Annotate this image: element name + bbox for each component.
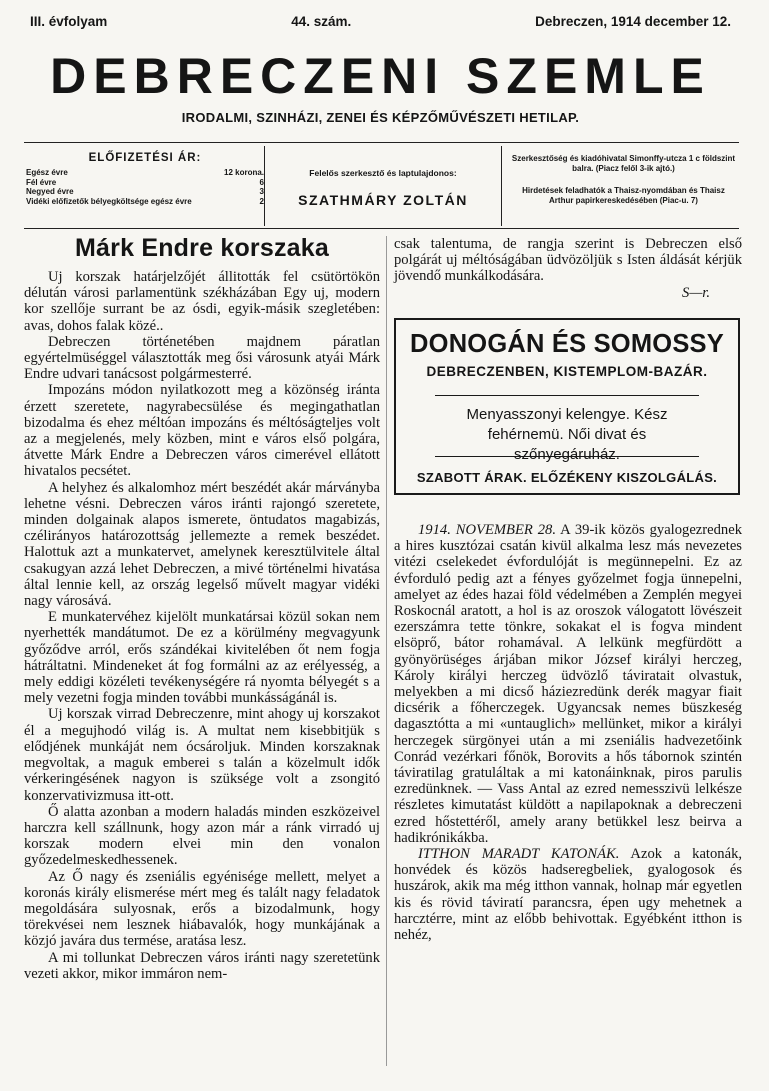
- editor-block: [265, 146, 501, 226]
- column-rule: [386, 236, 387, 1066]
- news-lead: ITTHON MARADT KATONÁK.: [418, 846, 620, 863]
- article-headline: Márk Endre korszaka: [75, 234, 329, 262]
- subscription-title: ELŐFIZETÉSI ÁR:: [88, 152, 202, 164]
- masthead-title: DEBRECZENI SZEMLE: [50, 48, 711, 104]
- article-paragraph: A mi tollunkat Debreczen város iránti nagy szeretetünk vezeti akkor, mikor immáron nem-: [24, 949, 380, 982]
- office-address: Szerkesztőség és kiadóhivatal Simonffy-utcza 1 c földszint balra. (Piacz felől 3-ik ajtó.): [511, 154, 736, 173]
- article-paragraph: Uj korszak határjelzőjét állitották fel csütörtökön délután városi parlamentünk székházában Egy uj, modern kor szellője surrant be az ósdi, egyik-másik szegletében: avas, dohos falak közé..: [24, 269, 380, 334]
- news-text: Azok a katonák, honvédek és közös hadseregbeliek, gyalogosok és huszárok, akik ma még itthon vannak, holnap már egyetlen kis és rövid táviratí parancsra, épen ugy mehetnek a harcztérre, mint az előbb behivottak. Egyébként itthon is nehéz,: [394, 846, 743, 944]
- article-paragraph: Ő alatta azonban a modern haladás minden eszközeivel harczra kell szállnunk, hogy azon már a ránk virradó uj korszak modern elvei min den vonalon győzedelmeskedhessenek.: [24, 803, 380, 869]
- article-paragraph: Impozáns módon nyilatkozott meg a közönség iránta érzett szeretete, nagyrabecsülése és megingathatlan bizodalma és ehez méltóan impozáns és méltóságteljes volt az a megjelenés, mely közben, mint e város első polgára, átvette Márk Endre a Debreczen város cimerével ellátott hivatalos pecsétet.: [24, 382, 380, 480]
- article-column: [24, 232, 380, 982]
- dateline: Debreczen, 1914 december 12.: [535, 14, 731, 29]
- article-signature: S—r.: [682, 284, 710, 301]
- article-paragraph: Uj korszak virrad Debreczenre, mint ahogy uj korszakot él a megujhodó világ is. A multat nem kisebbitjük s elődjének munkáját nem ócsároljuk. Minden korszaknak megvoltak, a maguk emberei s talán a közelmult idők vérkeringésének nagyon is szüksége volt a zsongitó konzervativizmusa itt-ott.: [24, 706, 380, 804]
- article-continuation: [394, 236, 742, 301]
- editor-label: Felelős szerkesztő és laptulajdonos:: [309, 168, 457, 178]
- subscription-row: Fél évre 6: [26, 177, 264, 187]
- article-paragraph: E munkatervéhez kijelölt munkatársai közül sokan nem nyerhették mandátumot. De ez a körülmény megvagyunk győződve arról, erős szándékai kivitelében őt nem fogja hátráltatni. Mindeneket át fog formálni az az erélyesség, a mely eddigi közéleti tevékenységére rá nyomta bélyegét s a mely vezetni fogja minden további munkásságánál is.: [24, 609, 380, 707]
- article-paragraph: Az Ő nagy és zseniális egyénisége mellett, melyet a koronás király elismerése mért meg és talált nagy feladatok megoldására sulyosnak, erős a bizodalmunk, hogy törekvései nem lesznek hiábavalók, hogy munkájának a közjó javára dus termése, aratása lesz.: [24, 868, 380, 950]
- volume-label: III. évfolyam: [30, 14, 108, 29]
- office-block: [502, 146, 739, 226]
- article-paragraph: A helyhez és alkalomhoz mért beszédét akár márványba lehetne vésni. Debreczen város iránti rajongó szeretete, minden dolgainak alapos ismerete, öntudatos magabizás, czélirányos határozottság jellemezte a remek beszédet. Halottuk azt a munkatervet, amelynek keresztülvitele által csakugyan azzá lehet Debreczen, a mivé történelmi hivatása által lennie kell, az ország legelső művelt magyar vidéki nagy városává.: [24, 479, 380, 610]
- ad-location: DEBRECZENBEN, KISTEMPLOM-BAZÁR.: [426, 364, 708, 379]
- news-column: [394, 522, 742, 943]
- subscription-row: Egész évre 12 korona.: [26, 168, 265, 177]
- ad-notice: Hirdetések feladhatók a Thaisz-nyomdában és Thaisz Arthur papirkereskedésében (Piac-u. 7): [522, 186, 725, 205]
- news-lead: 1914. NOVEMBER 28.: [418, 522, 556, 538]
- subscription-row: Negyed évre 3: [26, 187, 264, 196]
- continuation-text: csak talentuma, de rangja szerint is Debreczen első polgárát uj méltóságában üdvözöljük s Isten áldását kérjük jövendő munkálkodására.: [394, 236, 742, 285]
- news-item: [394, 846, 742, 943]
- bottom-rule: [24, 228, 739, 229]
- news-item: [394, 522, 742, 846]
- ad-footer: SZABOTT ÁRAK. ELŐZÉKENY KISZOLGÁLÁS.: [416, 470, 718, 485]
- subscription-block: [24, 146, 264, 226]
- subscription-row: Vidéki előfizetők bélyegköltsége egész évre 2: [26, 196, 264, 206]
- issue-number: 44. szám.: [291, 14, 352, 29]
- ad-company: DONOGÁN ÉS SOMOSSY: [410, 330, 724, 358]
- news-text: A 39-ik közös gyalogezrednek a hires kusztózai csatán kivül alkalma lesz más nevezetes vitézi cselekedet évfordulóját is megünnepelni. Ez az évforduló pedig azt a fényes győzelmet fogja ünnepelni, amelyet az édes hazai föld védelmében a Zemplén megyei Roskocnál aratott, a hol is az oroszok válogatott lövészeit ezerszámra tette tönkre, sokakat el is fogva mindent elsöprő, bátor rohamával. A lelkünk megfürdött a gyönyörüséges árjában mikor József királyi herczeg, Károly királyi herczeg üdvözlő táviratait olvastuk, melyekben a mi dicső háziezredünk derék magyar fiait dicsérik a főherczegek. Ugyancsak nemes büszkeség dagasztótta a mi «untauglich» mellünket, mikor a királyi herczegek sürgönyei után a mi zseniális hadvezetőink Conrád vezérkari főnök, Borovits a hős tábornok szintén táviratilag gratuláltak a mi katonáinknak, piros parulis ezredünknek. — Vass Antal az ezred nemesszivü lelkésze részletes kimutatást küldött a napilapoknak a debreczeni ezred hőstettéről, amely arany betükkel lesz beirva a hadikrónikákba.: [394, 522, 742, 846]
- masthead-subtitle: IRODALMI, SZINHÁZI, ZENEI ÉS KÉPZŐMŰVÉSZETI HETILAP.: [181, 110, 580, 125]
- ad-goods: Menyasszonyi kelengye. Kész fehérnemü. Női divat és szőnyegáruház.: [435, 395, 699, 457]
- editor-name: SZATHMÁRY ZOLTÁN: [298, 192, 468, 208]
- top-rule: [24, 142, 739, 143]
- article-paragraph: Debreczen történetében majdnem páratlan egyértelmüséggel választották meg ősi városunk atyái Márk Endre udvari tanácsost polgármesterré.: [24, 333, 380, 383]
- info-box: [24, 146, 739, 226]
- issue-header: [30, 14, 731, 29]
- advertisement: [394, 318, 740, 495]
